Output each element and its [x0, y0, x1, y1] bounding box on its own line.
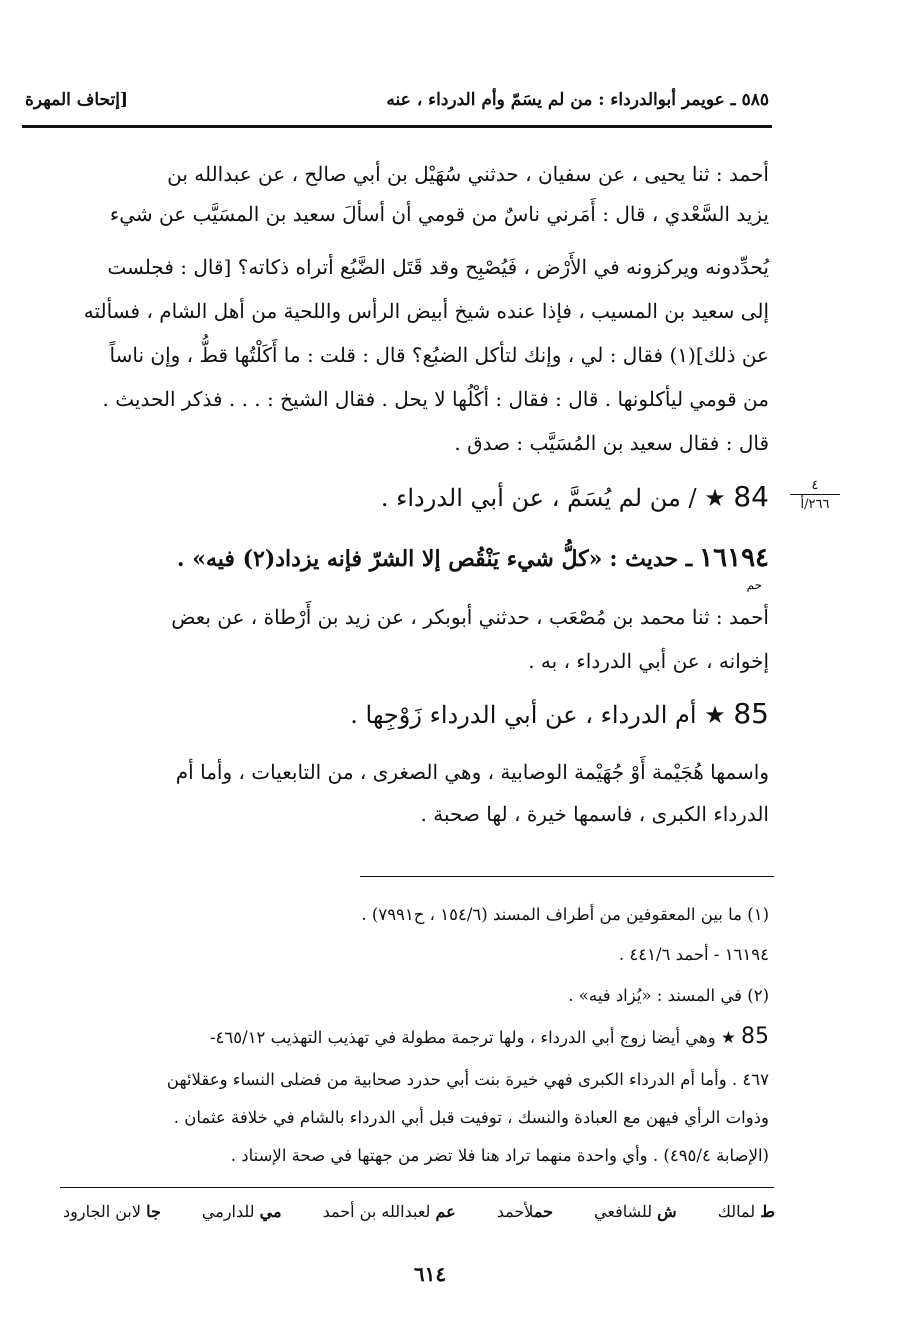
margin-folio-bottom: ٢٦٦/أ — [790, 494, 840, 513]
abbr-item: عم لعبدالله بن أحمد — [322, 1202, 456, 1221]
footnote-85-line-1 — [59, 1024, 769, 1049]
running-header-book: [إتحاف المهرة — [25, 90, 129, 110]
entry-84-number: 84 — [733, 480, 769, 513]
entry-85-title: أم الدرداء ، عن أبي الدرداء زَوْجِها . — [350, 701, 697, 729]
footnote-85-line-4: (الإصابة ٤٩٥/٤) . وأي واحدة منهما تراد هنا فلا تضر من جهتها في صحة الإسناد . — [230, 1146, 769, 1165]
header-rule — [22, 125, 772, 128]
body-line-6: من قومي ليأكلونها . قال : فقال : أكْلُها لا يحل . فقال الشيخ : . . . فذكر الحديث . — [102, 387, 769, 411]
footnote-85-line-2: ٤٦٧ . وأما أم الدرداء الكبرى فهي خيرة بنت أبي حدرد صحابية من فضلى النساء وعقلائهن — [166, 1070, 769, 1089]
entry-84-heading — [381, 480, 769, 513]
page-number: ٦١٤ — [413, 1262, 447, 1286]
margin-folio-top: ٤ — [811, 478, 819, 493]
star-icon: ★ — [720, 1028, 736, 1047]
source-marker: حم — [746, 578, 762, 592]
running-header-title: ٥٨٥ ـ عويمر أبوالدرداء : من لم يسَمّ وأم الدرداء ، عنه — [386, 90, 769, 110]
body-line-3: يُحدِّدونه ويركزونه في الأَرْض ، فَيُصْبِح وقد قَتَل الضَّبُع أتراه ذكاته؟ [قال : فجلست — [107, 255, 769, 279]
margin-manuscript-ref — [790, 478, 840, 513]
body-line-9: إخوانه ، عن أبي الدرداء ، به . — [528, 649, 769, 673]
footnote-85-line-3: وذوات الرأي فيهن مع العبادة والنسك ، توفيت قبل أبي الدرداء بالشام في خلافة عثمان . — [173, 1108, 769, 1127]
entry-84-title: / من لم يُسَمَّ ، عن أبي الدرداء . — [380, 484, 697, 512]
body-line-11: الدرداء الكبرى ، فاسمها خيرة ، لها صحبة . — [420, 802, 769, 826]
footnote-2: (٢) في المسند : «يُزاد فيه» . — [568, 986, 769, 1005]
hadith-text: «كلُّ شيء يَنْقُص إلا الشرّ فإنه يزداد(٢) فيه» . — [176, 546, 603, 572]
footnote-rule — [360, 876, 774, 877]
abbreviation-key — [63, 1202, 775, 1221]
entry-85-heading — [350, 697, 769, 730]
body-line-10: واسمها هُجَيْمة أَوْ جُهَيْمة الوصابية ، وهي الصغرى ، من التابعيات ، وأما أم — [175, 760, 769, 784]
body-line-5: عن ذلك](١) فقال : لي ، وإنك لتأكل الضبُع؟ قال : قلت : ما أَكَلْتُها قطُّ ، وإن ناساً — [109, 343, 769, 367]
entry-85-number: 85 — [733, 697, 769, 730]
hadith-16194-heading — [177, 543, 769, 573]
footnote-85-number: 85 — [741, 1024, 769, 1049]
abbr-item: ش للشافعي — [594, 1202, 677, 1221]
footnote-hadith-ref: ١٦١٩٤ - أحمد ٤٤١/٦ . — [618, 945, 769, 964]
body-line-1: أحمد : ثنا يحيى ، عن سفيان ، حدثني سُهَيْل بن أبي صالح ، عن عبدالله بن — [167, 162, 769, 186]
abbreviation-rule — [60, 1187, 774, 1188]
footnote-85-text: وهي أيضا زوج أبي الدرداء ، ولها ترجمة مطولة في تهذيب التهذيب ٤٦٥/١٢- — [209, 1028, 716, 1047]
abbr-item: ط لمالك — [717, 1202, 775, 1221]
star-icon: ★ — [704, 701, 726, 729]
abbr-item: جا لابن الجارود — [63, 1202, 161, 1221]
abbr-item: حملأحمد — [496, 1202, 553, 1221]
body-line-8: أحمد : ثنا محمد بن مُصْعَب ، حدثني أبوبكر ، عن زيد بن أَرْطاة ، عن بعض — [171, 605, 769, 629]
star-icon: ★ — [704, 484, 726, 512]
hadith-number: ١٦١٩٤ — [699, 543, 769, 573]
body-line-4: إلى سعيد بن المسيب ، فإذا عنده شيخ أبيض الرأس واللحية من أهل الشام ، فسألته — [83, 299, 769, 323]
footnote-1: (١) ما بين المعقوفين من أطراف المسند (١٥٤/٦ ، ح٧٩٩١) . — [361, 905, 769, 924]
hadith-label: ـ حديث : — [609, 546, 693, 572]
body-line-7: قال : فقال سعيد بن المُسَيَّب : صدق . — [454, 431, 769, 455]
abbr-item: مي للدارمي — [201, 1202, 282, 1221]
body-line-2: يزيد السَّعْدي ، قال : أَمَرني ناسٌ من قومي أن أسألَ سعيد بن المسَيَّب عن شيء — [109, 202, 769, 226]
